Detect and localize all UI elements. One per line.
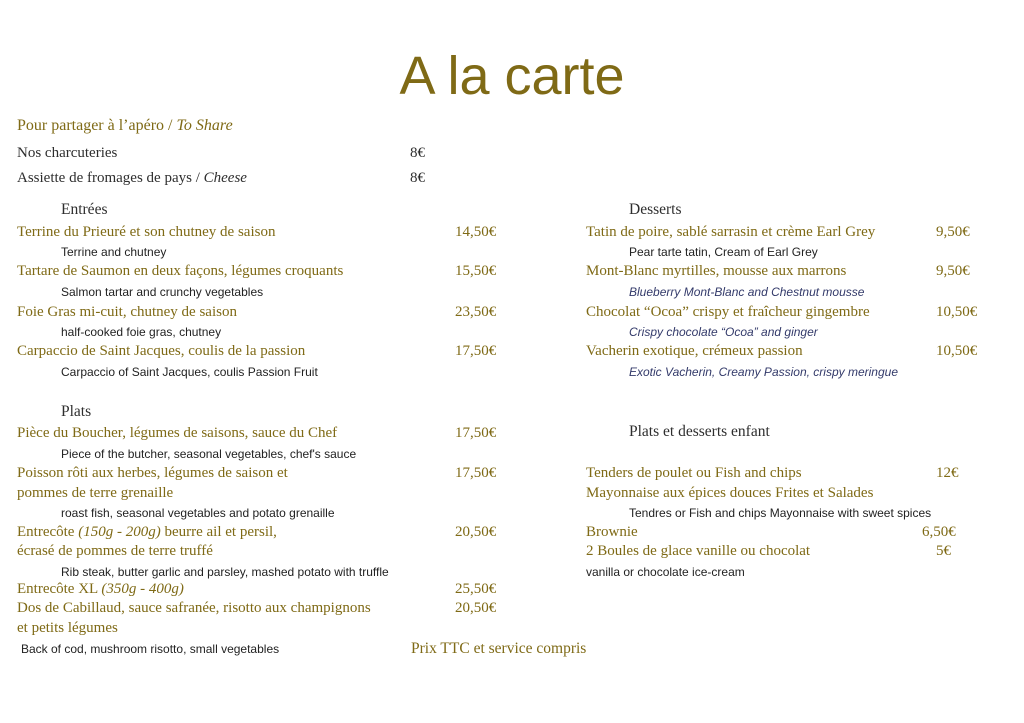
price-footnote: Prix TTC et service compris xyxy=(411,640,587,657)
plat-item-price: 17,50€ xyxy=(455,465,497,481)
entree-item-name: Foie Gras mi-cuit, chutney de saison xyxy=(17,304,237,320)
entree-item-price: 23,50€ xyxy=(455,304,497,320)
plat-item-name xyxy=(17,522,277,542)
entree-item-desc: Terrine and chutney xyxy=(61,245,167,259)
plat-item-name: Dos de Cabillaud, sauce safranée, risotto aux champignons xyxy=(17,600,371,616)
kids-item-desc: Tendres or Fish and chips Mayonnaise with sweet spices xyxy=(629,506,932,520)
plat-item-name-cont: et petits légumes xyxy=(17,620,118,636)
dessert-item-price: 10,50€ xyxy=(936,343,978,359)
plat-item-desc: Piece of the butcher, seasonal vegetables, chef's sauce xyxy=(61,447,357,461)
share-item-price: 8€ xyxy=(410,170,425,186)
steak-weight: (150g - 200g) xyxy=(78,524,161,540)
kids-item-name-cont: Mayonnaise aux épices douces Frites et Salades xyxy=(586,485,874,501)
entree-item-name: Carpaccio de Saint Jacques, coulis de la passion xyxy=(17,343,306,359)
plat-item-name: Poisson rôti aux herbes, légumes de saison et xyxy=(17,465,288,481)
entree-item-desc: Salmon tartar and crunchy vegetables xyxy=(61,285,264,299)
steak-xl-weight: (350g - 400g) xyxy=(101,581,184,597)
entree-item-price: 15,50€ xyxy=(455,263,497,279)
kids-item-name: Tenders de poulet ou Fish and chips xyxy=(586,465,802,481)
plat-item-price: 25,50€ xyxy=(455,581,497,597)
entree-item-name: Terrine du Prieuré et son chutney de saison xyxy=(17,224,276,240)
kids-item-name: Brownie xyxy=(586,524,638,540)
plat-item-desc: Rib steak, butter garlic and parsley, mashed potato with truffle xyxy=(61,565,389,579)
plat-item-price: 20,50€ xyxy=(455,600,497,616)
share-heading: Pour partager à l’apéro / To Share xyxy=(17,117,233,134)
plat-item-name: Pièce du Boucher, légumes de saisons, sauce du Chef xyxy=(17,425,338,441)
share-heading-en: To Share xyxy=(176,117,233,134)
kids-item-name: 2 Boules de glace vanille ou chocolat xyxy=(586,543,811,559)
kids-item-price: 12€ xyxy=(936,465,959,481)
entree-item-price: 17,50€ xyxy=(455,343,497,359)
plat-item-name-cont: écrasé de pommes de terre truffé xyxy=(17,543,213,559)
dessert-item-desc: Pear tarte tatin, Cream of Earl Grey xyxy=(629,245,818,259)
entree-item-price: 14,50€ xyxy=(455,224,497,240)
plats-heading: Plats xyxy=(61,403,92,420)
entree-item-desc: Carpaccio of Saint Jacques, coulis Passion Fruit xyxy=(61,365,318,379)
entree-item-desc: half-cooked foie gras, chutney xyxy=(61,325,222,339)
kids-item-price: 6,50€ xyxy=(922,524,956,540)
plat-item-name-cont: pommes de terre grenaille xyxy=(17,485,174,501)
entree-item-name: Tartare de Saumon en deux façons, légumes croquants xyxy=(17,263,344,279)
dessert-item-name: Vacherin exotique, crémeux passion xyxy=(586,343,803,359)
steak-name: Entrecôte xyxy=(17,524,79,540)
plat-item-price: 20,50€ xyxy=(455,524,497,540)
cheese-label-fr: Assiette de fromages de pays xyxy=(17,170,192,186)
dessert-item-desc: Crispy chocolate “Ocoa” and ginger xyxy=(629,325,818,339)
page-title: A la carte xyxy=(399,46,625,106)
plat-item-desc: roast fish, seasonal vegetables and potato grenaille xyxy=(61,506,335,520)
dessert-item-price: 9,50€ xyxy=(936,224,970,240)
plat-item-price: 17,50€ xyxy=(455,425,497,441)
dessert-item-name: Chocolat “Ocoa” crispy et fraîcheur gingembre xyxy=(586,304,870,320)
dessert-item-name: Mont-Blanc myrtilles, mousse aux marrons xyxy=(586,263,847,279)
steak-sauce: beurre ail et persil, xyxy=(160,524,277,540)
plat-item-name xyxy=(17,579,184,599)
kids-item-price: 5€ xyxy=(936,543,951,559)
dessert-item-desc: Exotic Vacherin, Creamy Passion, crispy meringue xyxy=(629,365,898,379)
plat-item-desc: Back of cod, mushroom risotto, small vegetables xyxy=(21,642,280,656)
share-item-name: Assiette de fromages de pays / Cheese xyxy=(17,170,247,186)
dessert-item-price: 10,50€ xyxy=(936,304,978,320)
steak-xl-name: Entrecôte XL xyxy=(17,581,102,597)
dessert-item-desc: Blueberry Mont-Blanc and Chestnut mousse xyxy=(629,285,865,299)
share-item-price: 8€ xyxy=(410,145,425,161)
share-item-name: Nos charcuteries xyxy=(17,145,118,161)
kids-heading: Plats et desserts enfant xyxy=(629,423,770,440)
dessert-item-price: 9,50€ xyxy=(936,263,970,279)
share-heading-fr: Pour partager à l’apéro xyxy=(17,117,165,134)
dessert-item-name: Tatin de poire, sablé sarrasin et crème Earl Grey xyxy=(586,224,876,240)
kids-item-desc: vanilla or chocolate ice-cream xyxy=(586,565,745,579)
desserts-heading: Desserts xyxy=(629,201,682,218)
entrees-heading: Entrées xyxy=(61,201,108,218)
cheese-label-en: Cheese xyxy=(203,170,247,186)
